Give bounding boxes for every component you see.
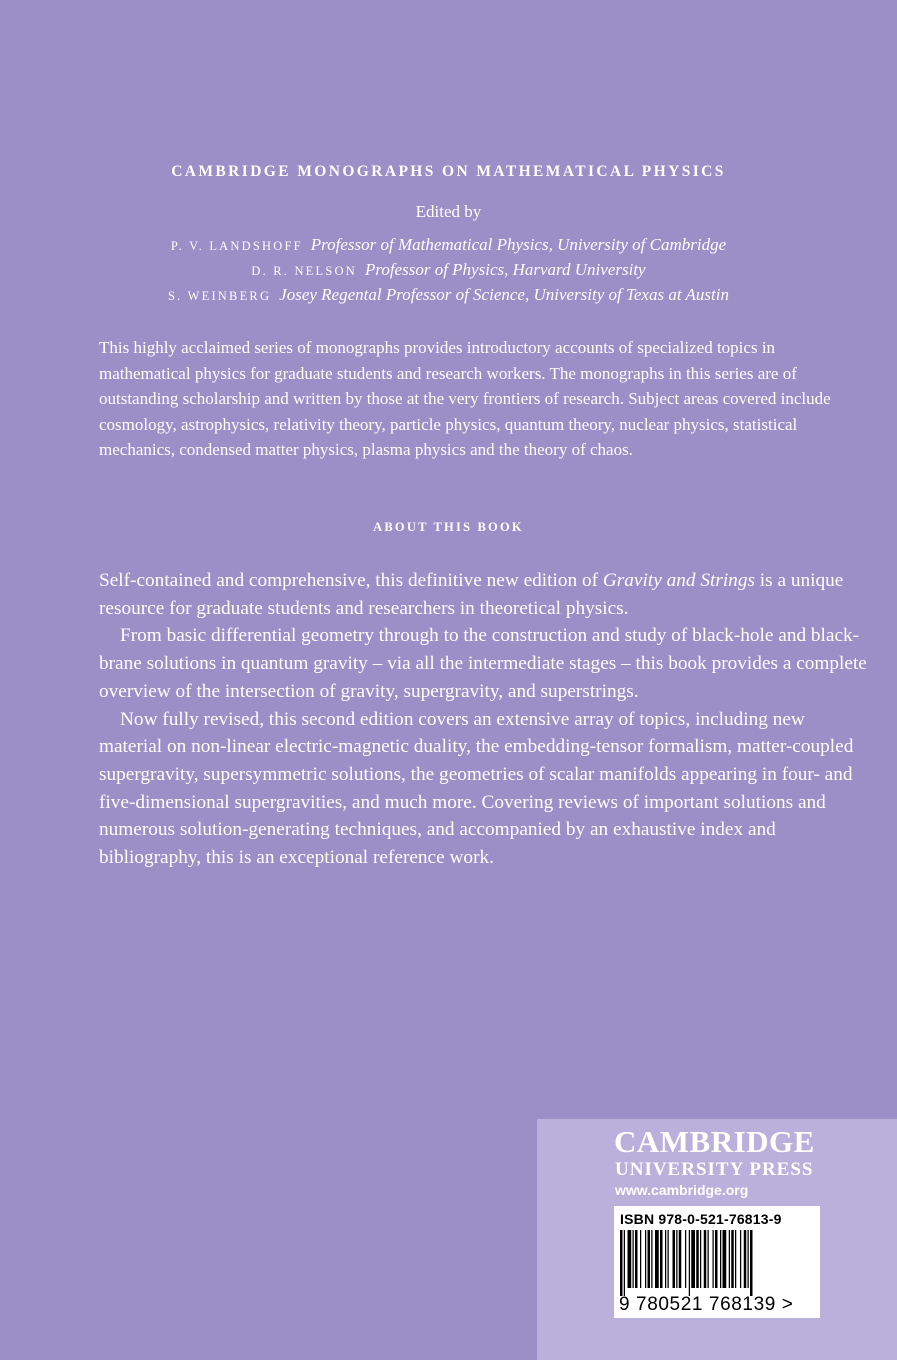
barcode-icon <box>618 1230 814 1296</box>
barcode-bar <box>660 1230 663 1288</box>
barcode-bar <box>645 1230 646 1288</box>
barcode-bar <box>685 1230 686 1288</box>
barcode-bar <box>700 1230 701 1288</box>
editor-name: S. WEINBERG <box>168 289 272 303</box>
barcode-bar <box>723 1230 727 1288</box>
barcode-bar <box>696 1230 699 1288</box>
series-description: This highly acclaimed series of monographs provides introductory accounts of specialized topics in mathematical physics for graduate students and research workers. The monographs in this series are of outstanding scholarship and written by those at the very frontiers of research. Subject areas covered include cosmology, astrophysics, relativity theory, particle physics, quantum theory, nuclear physics, statistical mechanics, condensed matter physics, plasma physics and the theory of chaos. <box>99 338 831 459</box>
barcode-bar <box>715 1230 718 1288</box>
editor-name: P. V. LANDSHOFF <box>170 239 303 253</box>
barcode-bar <box>731 1230 734 1288</box>
barcode-bar <box>720 1230 721 1288</box>
barcode-bar <box>740 1230 741 1288</box>
barcode-bar <box>748 1230 749 1288</box>
isbn-label: ISBN 978-0-521-76813-9 <box>620 1211 782 1227</box>
publisher-logo-name: CAMBRIDGE <box>614 1124 815 1159</box>
editor-affiliation: Professor of Mathematical Physics, University of Cambridge <box>310 235 727 254</box>
barcode-bar <box>628 1230 632 1288</box>
barcode-bar <box>648 1230 651 1288</box>
editor-affiliation: Professor of Physics, Harvard University <box>364 260 646 279</box>
barcode-bar <box>708 1230 709 1288</box>
editor-nelson <box>0 260 897 280</box>
about-text <box>99 567 869 872</box>
book-title: Gravity and Strings <box>602 570 755 591</box>
barcode-bar <box>633 1230 634 1288</box>
barcode-bar <box>679 1230 682 1288</box>
about-p1-text-end: is a unique resource for graduate students and researchers in theoretical physics. <box>99 570 844 619</box>
barcode-bar <box>673 1230 676 1288</box>
barcode-bar <box>729 1230 730 1288</box>
barcode-bar <box>624 1230 625 1296</box>
publisher-logo-subtitle: UNIVERSITY PRESS <box>615 1159 814 1180</box>
edited-by-label: Edited by <box>415 202 482 221</box>
barcode-digits: 9 780521 768139 > <box>619 1294 794 1315</box>
barcode-bar <box>640 1230 641 1288</box>
series-title: CAMBRIDGE MONOGRAPHS ON MATHEMATICAL PHYSICS <box>171 163 726 180</box>
barcode-bar <box>689 1230 690 1296</box>
about-paragraph-2: From basic differential geometry through to the construction and study of black-hole and black-brane solutions in quantum gravity – via all the intermediate stages – this book provides a complete overview of the intersection of gravity, supergravity, and superstrings. <box>99 625 867 702</box>
about-p1-text: Self-contained and comprehensive, this definitive new edition of <box>99 570 603 591</box>
barcode-bar <box>676 1230 677 1288</box>
barcode-bar <box>691 1230 695 1288</box>
barcode-bar <box>655 1230 659 1288</box>
barcode-bar <box>668 1230 669 1288</box>
barcode-bar <box>744 1230 747 1288</box>
barcode-bar <box>635 1230 638 1288</box>
barcode-bar <box>713 1230 714 1288</box>
barcode-bar <box>704 1230 707 1288</box>
editor-name: D. R. NELSON <box>251 264 357 278</box>
barcode-bar <box>651 1230 652 1288</box>
about-paragraph-3: Now fully revised, this second edition covers an extensive array of topics, including new material on non-linear electric-magnetic duality, the embedding-tensor formalism, matter-coupled supergravity, supersymmetric solutions, the geometries of scalar manifolds appearing in four- and five-dimensional supergravities, and much more. Covering reviews of important solutions and numerous solution-generating techniques, and accompanied by an exhaustive index and bibliography, this is an exceptional reference work. <box>99 708 854 869</box>
editor-affiliation: Josey Regental Professor of Science, University of Texas at Austin <box>279 285 729 304</box>
barcode-bar <box>735 1230 736 1288</box>
barcode-bar <box>750 1230 753 1296</box>
about-heading: ABOUT THIS BOOK <box>373 520 524 534</box>
editor-weinberg <box>0 285 897 305</box>
barcode-bar <box>620 1230 623 1296</box>
editor-landshoff <box>0 235 897 255</box>
about-paragraph-1 <box>99 567 869 622</box>
publisher-url: www.cambridge.org <box>615 1182 749 1198</box>
barcode-bar <box>665 1230 666 1288</box>
